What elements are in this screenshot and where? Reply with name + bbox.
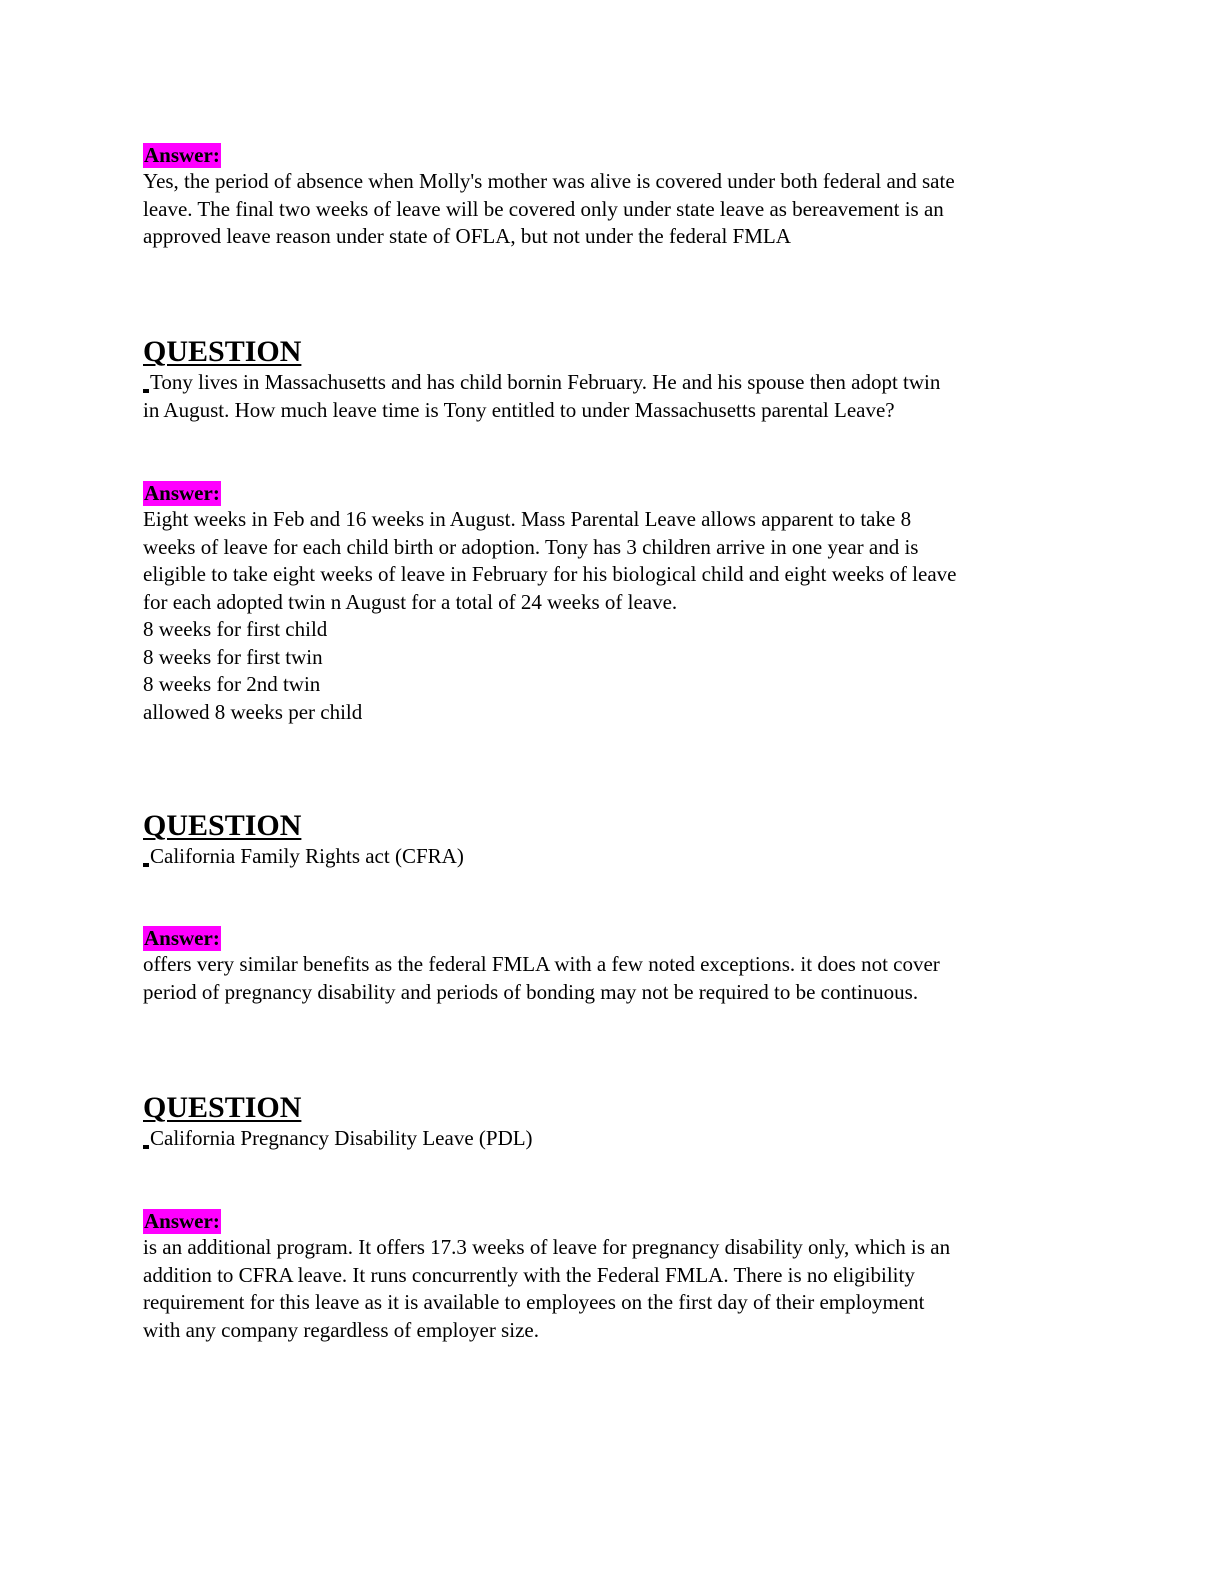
question-text [143, 843, 1073, 871]
answer-line: period of pregnancy disability and periods of bonding may not be required to be continuous. [143, 979, 919, 1004]
answer-label: Answer: [144, 926, 220, 950]
answer-line: approved leave reason under state of OFLA, but not under the federal FMLA [143, 224, 791, 248]
question-heading: QUESTION [143, 335, 302, 368]
question-block-2 [143, 335, 1073, 424]
bullet-marker [143, 863, 149, 867]
question-line: California Pregnancy Disability Leave (PDL) [143, 1125, 1073, 1153]
answer-text [143, 506, 1073, 726]
answer-line: leave. The final two weeks of leave will be covered only under state leave as bereavement is an [143, 196, 944, 221]
answer-text [143, 951, 1073, 1006]
question-line: California Family Rights act (CFRA) [143, 843, 1073, 871]
question-block-3 [143, 809, 1073, 871]
answer-line: offers very similar benefits as the federal FMLA with a few noted exceptions. it does not cover [143, 952, 940, 976]
answer-block-4 [143, 1209, 1073, 1344]
question-heading: QUESTION [143, 1091, 302, 1124]
bullet-marker [143, 1145, 149, 1149]
answer-line: addition to CFRA leave. It runs concurrently with the Federal FMLA. There is no eligibility [143, 1262, 915, 1287]
answer-label: Answer: [144, 1209, 220, 1233]
answer-text [143, 168, 1073, 251]
answer-line: requirement for this leave as it is available to employees on the first day of their employment [143, 1290, 925, 1314]
answer-line: for each adopted twin n August for a total of 24 weeks of leave. [143, 589, 678, 614]
answer-block-3 [143, 926, 1073, 1006]
question-text [143, 369, 1073, 424]
answer-line: 8 weeks for first child [143, 617, 328, 641]
answer-line: allowed 8 weeks per child [143, 699, 363, 724]
question-heading: QUESTION [143, 809, 302, 842]
answer-line: with any company regardless of employer size. [143, 1317, 539, 1342]
answer-label: Answer: [144, 481, 220, 505]
question-block-4 [143, 1091, 1073, 1153]
bullet-marker [143, 389, 149, 393]
answer-line: 8 weeks for first twin [143, 644, 323, 669]
answer-line: is an additional program. It offers 17.3 weeks of leave for pregnancy disability only, which is an [143, 1235, 951, 1259]
question-line: in August. How much leave time is Tony entitled to under Massachusetts parental Leave? [143, 397, 895, 422]
answer-line: Eight weeks in Feb and 16 weeks in August. Mass Parental Leave allows apparent to take 8 [143, 507, 912, 531]
answer-line: weeks of leave for each child birth or adoption. Tony has 3 children arrive in one year and is [143, 534, 919, 559]
answer-line: eligible to take eight weeks of leave in February for his biological child and eight weeks of leave [143, 562, 957, 586]
answer-line: Yes, the period of absence when Molly's mother was alive is covered under both federal and sate [143, 169, 955, 193]
question-line: Tony lives in Massachusetts and has child bornin February. He and his spouse then adopt twin [143, 369, 1073, 397]
question-text [143, 1125, 1073, 1153]
answer-label: Answer: [144, 143, 220, 167]
answer-block-2 [143, 481, 1073, 726]
answer-block-1 [143, 143, 1073, 251]
answer-text [143, 1234, 1073, 1344]
answer-line: 8 weeks for 2nd twin [143, 672, 321, 696]
